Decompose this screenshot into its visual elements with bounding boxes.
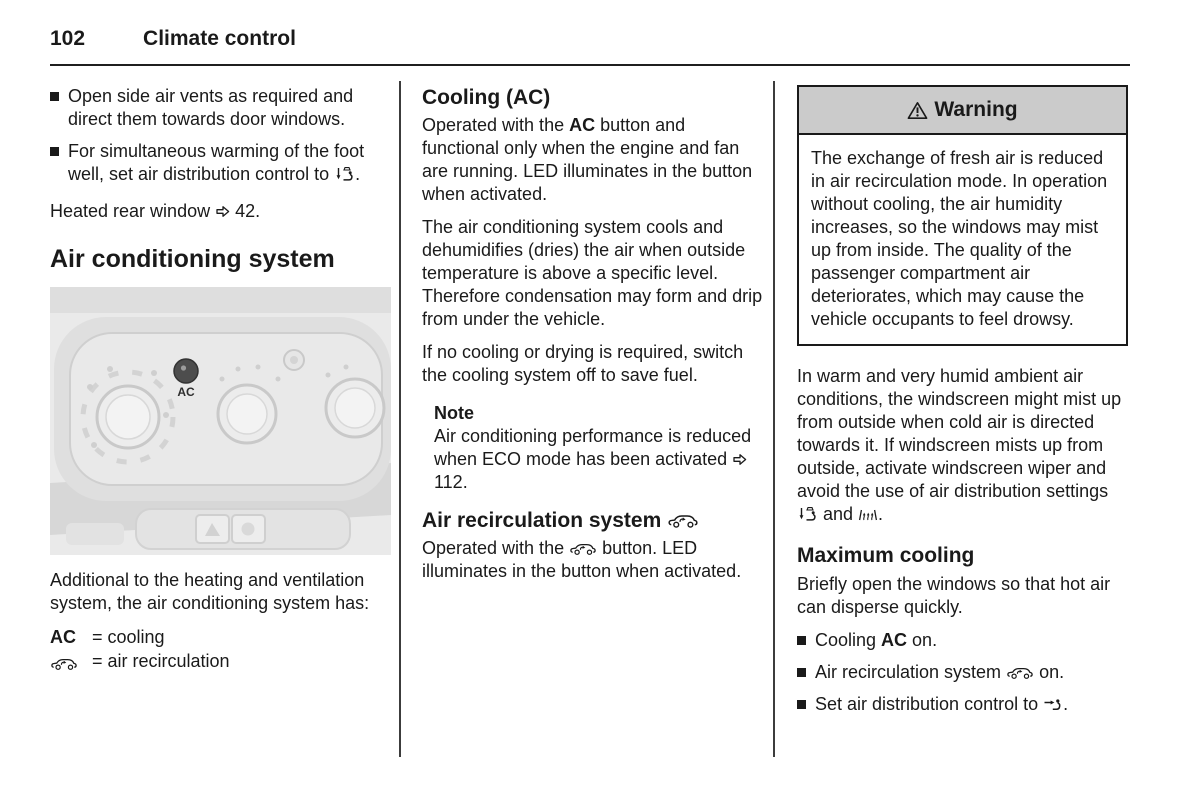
list-item-text: [68, 140, 391, 186]
warning-triangle-icon: [907, 101, 928, 120]
climate-panel-photo: [50, 287, 391, 555]
text-segment: and: [818, 504, 859, 524]
column-2: [422, 81, 765, 757]
text-segment: Air conditioning performance is reduced when ECO mode has been activated: [434, 426, 752, 469]
column-3: [797, 81, 1128, 757]
warning-title: Warning: [934, 98, 1018, 121]
heading-text: Air recirculation system: [422, 509, 668, 532]
ac-bold-label: AC: [881, 630, 908, 650]
note-text: [434, 425, 765, 494]
square-bullet-icon: [797, 636, 806, 645]
list-item: [797, 629, 1128, 652]
text-segment: In warm and very humid ambient air conditions, the windscreen might mist up from outside when cold air is directed towards it. If windscreen mists up from outside, activate windscreen wiper and avoid the use of air distribution settings: [797, 366, 1122, 501]
legend-row-recirculation: [50, 649, 391, 677]
square-bullet-icon: [797, 700, 806, 709]
text-segment: .: [1063, 694, 1069, 714]
maximum-cooling-list: [797, 629, 1128, 716]
page-reference-arrow-icon: [732, 453, 747, 466]
ref-page-number: 112.: [434, 472, 468, 492]
section-heading-air-conditioning: Air conditioning system: [50, 245, 335, 273]
column-divider: [773, 81, 775, 757]
header-rule: [50, 64, 1130, 66]
page-header: [0, 0, 1200, 51]
text-segment: .: [878, 504, 884, 524]
climate-panel-illustration: [50, 287, 391, 555]
humid-conditions-paragraph: [797, 365, 1128, 526]
legend-def-ac: = cooling: [92, 627, 165, 647]
air-recirculation-icon: [50, 657, 78, 671]
warning-box: [797, 85, 1128, 346]
photo-ac-button-label: AC: [177, 385, 195, 399]
heading-air-recirculation: [422, 508, 765, 533]
list-item-text: [815, 693, 1068, 716]
cooling-paragraph-2: The air conditioning system cools and dehumidifies (dries) the air when outside temperature is above a specific level. Therefore condensation may form and drip from under the vehicle.: [422, 217, 763, 329]
list-item-text: [815, 629, 937, 652]
legend-def-recirculation: = air recirculation: [92, 651, 230, 671]
column-1: [50, 81, 391, 757]
air-to-face-icon: [1043, 698, 1063, 712]
text-segment: button. LED illuminates in the button when activated.: [422, 538, 742, 581]
list-item-text: Open side air vents as required and direct them towards door windows.: [68, 86, 354, 129]
cooling-paragraph-1: [422, 114, 765, 206]
warning-body: The exchange of fresh air is reduced in air recirculation mode. In operation without cooling, the air humidity increases, so the windows may mist up from inside. The quality of the passenger compartment air deteriorates, which may cause the vehicle occupants to feel drowsy.: [811, 148, 1108, 329]
legend-term-icon: [50, 649, 92, 677]
chapter-title: Climate control: [143, 27, 296, 50]
column-divider: [399, 81, 401, 757]
text-segment: button and functional only when the engine and fan are running. LED illuminates in the button when activated.: [422, 115, 753, 204]
heading-maximum-cooling: Maximum cooling: [797, 544, 975, 567]
square-bullet-icon: [50, 147, 59, 156]
list-item-text-pre: For simultaneous warming of the foot well, set air distribution control to: [68, 141, 365, 184]
vent-instructions-list: [50, 85, 391, 186]
air-recirculation-icon: [569, 542, 597, 556]
warning-header: [799, 87, 1126, 135]
additional-text: Additional to the heating and ventilation system, the air conditioning system has:: [50, 570, 370, 613]
air-distribution-footwell-icon: [334, 166, 355, 182]
recirculation-paragraph: [422, 537, 765, 583]
text-segment: Operated with the: [422, 538, 570, 558]
windscreen-demist-icon: [858, 508, 878, 522]
list-item-text-post: .: [355, 164, 361, 184]
note-block: [434, 402, 765, 494]
text-segment: Set air distribution control to: [815, 694, 1044, 714]
heading-cooling-ac: Cooling (AC): [422, 86, 551, 109]
list-item: [797, 661, 1128, 684]
text-segment: Operated with the: [422, 115, 570, 135]
maximum-cooling-intro: Briefly open the windows so that hot air can disperse quickly.: [797, 574, 1111, 617]
page-reference-arrow-icon: [215, 205, 230, 218]
air-recirculation-icon: [667, 513, 699, 529]
ref-text: Heated rear window: [50, 201, 216, 221]
square-bullet-icon: [50, 92, 59, 101]
text-segment: Cooling: [815, 630, 882, 650]
text-segment: Air recirculation system: [815, 662, 1007, 682]
text-segment: on.: [907, 630, 938, 650]
legend-row-ac: [50, 625, 391, 649]
list-item: [50, 140, 391, 186]
square-bullet-icon: [797, 668, 806, 677]
list-item-text: [815, 661, 1064, 684]
list-item: [797, 693, 1128, 716]
air-distribution-footwell-icon: [797, 506, 818, 522]
heated-rear-window-ref: [50, 200, 391, 223]
page-number: 102: [50, 27, 86, 50]
cooling-paragraph-3: If no cooling or drying is required, switch the cooling system off to save fuel.: [422, 342, 744, 385]
text-segment: on.: [1034, 662, 1065, 682]
ac-bold-label: AC: [569, 115, 596, 135]
content-columns: [50, 81, 1200, 757]
legend-term-ac: AC: [50, 627, 76, 647]
ref-page-number: 42.: [230, 201, 261, 221]
list-item: [50, 85, 391, 131]
note-label: Note: [434, 403, 474, 423]
air-recirculation-icon: [1006, 666, 1034, 680]
